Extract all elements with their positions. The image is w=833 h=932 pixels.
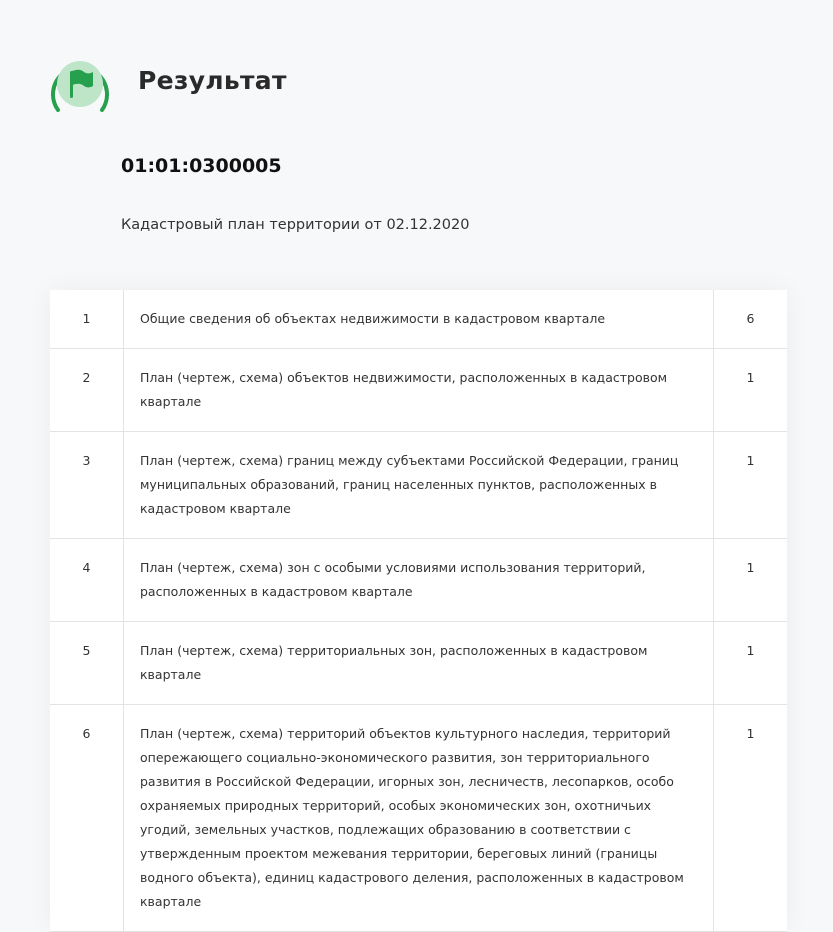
row-description: План (чертеж, схема) границ между субъектами Российской Федерации, границ муниципальных образований, границ населенных пунктов, расположенных в кадастровом квартале — [124, 432, 714, 539]
table-row — [50, 432, 787, 539]
row-count: 1 — [714, 349, 788, 432]
row-count: 1 — [714, 539, 788, 622]
row-count: 6 — [714, 290, 788, 349]
row-number: 5 — [50, 622, 124, 705]
row-count: 1 — [714, 705, 788, 932]
row-description: План (чертеж, схема) территорий объектов культурного наследия, территорий опережающего социально-экономического развития, зон территориального развития в Российской Федерации, игорных зон, лесничеств, лесопарков, особо охраняемых природных территорий, особых экономических зон, охотничьих угодий, земельных участков, подлежащих образованию в соответствии с утвержденным проектом межевания территории, береговых линий (границы водного объекта), единиц кадастрового деления, расположенных в кадастровом квартале — [124, 705, 714, 932]
row-number: 4 — [50, 539, 124, 622]
document-title: Кадастровый план территории от 02.12.2020 — [121, 217, 470, 233]
cadastral-number: 01:01:0300005 — [121, 155, 282, 177]
sections-table — [50, 290, 787, 932]
row-description: План (чертеж, схема) территориальных зон, расположенных в кадастровом квартале — [124, 622, 714, 705]
row-count: 1 — [714, 432, 788, 539]
flag-icon — [50, 54, 110, 114]
row-description: План (чертеж, схема) объектов недвижимости, расположенных в кадастровом квартале — [124, 349, 714, 432]
row-description: План (чертеж, схема) зон с особыми условиями использования территорий, расположенных в кадастровом квартале — [124, 539, 714, 622]
table-row — [50, 290, 787, 349]
row-description: Общие сведения об объектах недвижимости в кадастровом квартале — [124, 290, 714, 349]
table-row — [50, 349, 787, 432]
table-row — [50, 539, 787, 622]
table-row — [50, 622, 787, 705]
page-title: Результат — [138, 66, 287, 95]
table-row — [50, 705, 787, 932]
row-number: 1 — [50, 290, 124, 349]
row-number: 3 — [50, 432, 124, 539]
row-number: 6 — [50, 705, 124, 932]
row-count: 1 — [714, 622, 788, 705]
row-number: 2 — [50, 349, 124, 432]
